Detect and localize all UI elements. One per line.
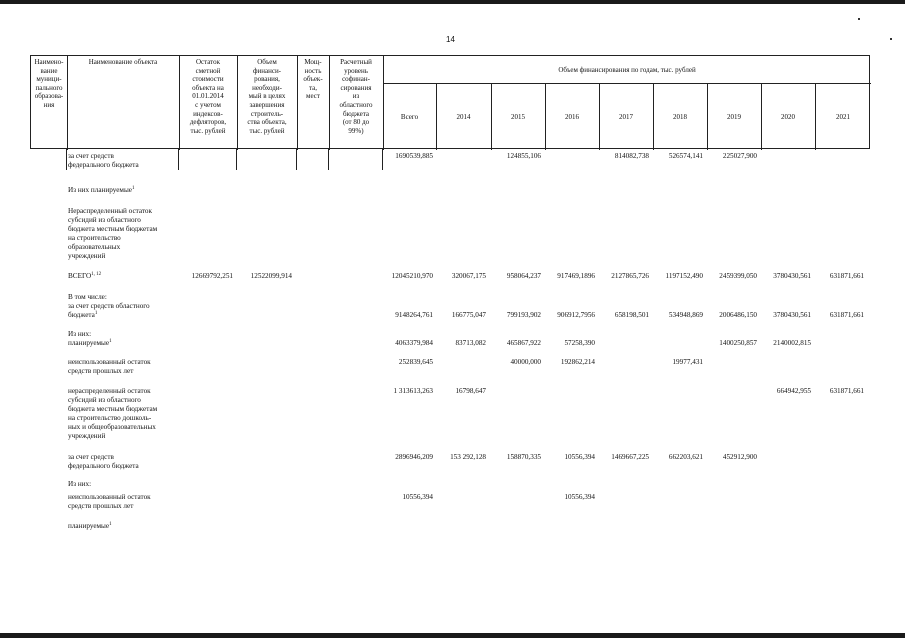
col-header-2020: 2020 bbox=[781, 113, 795, 121]
footnote-marker: 1 bbox=[94, 311, 98, 316]
cell-year-2017: 658198,501 bbox=[614, 311, 649, 319]
row-label-line: ных и общеобразовательных bbox=[68, 423, 156, 431]
row-label-line: бюджета местным бюджетам bbox=[68, 405, 158, 413]
cell-year-2019: 2459399,050 bbox=[719, 272, 757, 280]
row-label bbox=[68, 272, 188, 281]
column-line bbox=[382, 148, 383, 170]
cell-remaining-cost: 12669792,251 bbox=[191, 272, 233, 280]
col-header-municipality: Наимено- вание муници- пального образова- ния bbox=[34, 58, 64, 109]
row-label-line: бюджета$^1$ bbox=[68, 311, 98, 319]
cell-year-2015: 124855,106 bbox=[506, 152, 541, 160]
cell-year-2018: 1197152,490 bbox=[665, 272, 703, 280]
row-label-line: на строительство дошколь- bbox=[68, 414, 152, 422]
row-label bbox=[68, 330, 188, 348]
row-label-line: ВСЕГО$^{1, 12}$ bbox=[68, 272, 102, 280]
cell-year-2019: 225027,900 bbox=[722, 152, 757, 160]
top-scan-border bbox=[0, 0, 905, 4]
footnote-marker: 1 bbox=[131, 186, 135, 191]
col-header-financing-volume: Объем финанси- рования, необходи- мый в целях завершения строитель- ства объекта, тыс. рублей bbox=[247, 58, 287, 135]
cell-year-2015: 158870,335 bbox=[506, 453, 541, 461]
cell-total: 2896946,209 bbox=[395, 453, 433, 461]
col-header-2019: 2019 bbox=[727, 113, 741, 121]
col-header-2017: 2017 bbox=[619, 113, 633, 121]
row-label-line: за счет средств bbox=[68, 453, 114, 461]
cell-year-2016: 192862,214 bbox=[560, 358, 595, 366]
cell-year-2020: 664942,955 bbox=[776, 387, 811, 395]
cell-year-2018: 526574,141 bbox=[668, 152, 703, 160]
row-label bbox=[68, 480, 188, 489]
scan-speck bbox=[858, 18, 860, 20]
row-label bbox=[68, 522, 188, 531]
cell-year-2019: 1400250,857 bbox=[719, 339, 757, 347]
col-header-cofinancing-level: Расчетный уровень софинан- сирования из областного бюджета (от 80 до 99%) bbox=[339, 58, 373, 135]
col-header-total: Всего bbox=[400, 113, 419, 121]
cell-year-2016: 10556,394 bbox=[564, 453, 595, 461]
footnote-marker: 1, 12 bbox=[91, 272, 102, 277]
row-label-line: субсидий из областного bbox=[68, 396, 141, 404]
row-label-line: учреждений bbox=[68, 432, 106, 440]
cell-financing-volume: 12522099,914 bbox=[250, 272, 292, 280]
cell-year-2017: 1469667,225 bbox=[611, 453, 649, 461]
column-line bbox=[66, 148, 67, 170]
cell-year-2020: 3780430,561 bbox=[773, 272, 811, 280]
cell-year-2016: 906912,7956 bbox=[557, 311, 595, 319]
row-label-line: нераспределенный остаток bbox=[68, 387, 151, 395]
row-label bbox=[68, 358, 188, 376]
row-label-line: Из них: bbox=[68, 480, 92, 488]
row-label-line: федерального бюджета bbox=[68, 161, 139, 169]
row-label-line: бюджета местным бюджетам bbox=[68, 225, 158, 233]
table-header bbox=[30, 55, 870, 149]
col-header-2018: 2018 bbox=[673, 113, 687, 121]
cell-total: 1690539,885 bbox=[395, 152, 433, 160]
cell-year-2015: 958064,237 bbox=[506, 272, 541, 280]
column-line bbox=[296, 148, 297, 170]
cell-year-2019: 2006486,150 bbox=[719, 311, 757, 319]
row-label-line: средств прошлых лет bbox=[68, 367, 134, 375]
cell-year-2015: 799193,902 bbox=[506, 311, 541, 319]
col-header-remaining-cost: Остаток сметной стоимости объекта на 01.01.2014 с учетом индексов- дефляторов, тыс. рублей bbox=[189, 58, 227, 135]
row-label-line: субсидий из областного bbox=[68, 216, 141, 224]
cell-year-2014: 320067,175 bbox=[451, 272, 486, 280]
row-label-line: неиспользованный остаток bbox=[68, 358, 151, 366]
col-header-capacity: Мощ- ность объек- та, мест bbox=[303, 58, 323, 101]
row-label-line: за счет средств bbox=[68, 152, 114, 160]
cell-year-2014: 166775,047 bbox=[451, 311, 486, 319]
cell-year-2020: 2140002,815 bbox=[773, 339, 811, 347]
cell-total: 12045210,970 bbox=[391, 272, 433, 280]
cell-year-2020: 3780430,561 bbox=[773, 311, 811, 319]
footnote-marker: 1 bbox=[109, 339, 112, 344]
cell-year-2014: 83713,082 bbox=[455, 339, 486, 347]
col-group-title: Объем финансирования по годам, тыс. рублей bbox=[558, 66, 696, 74]
cell-total: 1 313613,263 bbox=[393, 387, 433, 395]
row-label-line: за счет средств областного bbox=[68, 302, 150, 310]
col-header-object-name: Наименование объекта bbox=[88, 58, 158, 66]
cell-year-2016: 57258,390 bbox=[564, 339, 595, 347]
row-label-line: средств прошлых лет bbox=[68, 502, 134, 510]
scan-speck bbox=[890, 38, 892, 40]
row-label-line: планируемые$^1$ bbox=[68, 522, 112, 530]
row-label-line: Из них планируемые$^1$ bbox=[68, 186, 135, 194]
row-label bbox=[68, 293, 188, 320]
cell-year-2018: 662203,621 bbox=[668, 453, 703, 461]
col-header-2016: 2016 bbox=[565, 113, 579, 121]
row-label-line: Нераспределенный остаток bbox=[68, 207, 153, 215]
col-header-2015: 2015 bbox=[511, 113, 525, 121]
cell-year-2017: 814082,738 bbox=[614, 152, 649, 160]
footnote-marker: 1 bbox=[109, 522, 112, 527]
cell-total: 9148264,761 bbox=[395, 311, 433, 319]
row-label bbox=[68, 152, 188, 170]
cell-year-2014: 153 292,128 bbox=[450, 453, 486, 461]
bottom-scan-border bbox=[0, 633, 905, 638]
page-number: 14 bbox=[446, 35, 455, 44]
row-label-line: Из них: bbox=[68, 330, 92, 338]
cell-year-2015: 465867,922 bbox=[506, 339, 541, 347]
row-label-line: на строительство bbox=[68, 234, 121, 242]
row-label bbox=[68, 453, 188, 471]
cell-year-2018: 19977,431 bbox=[672, 358, 703, 366]
row-label bbox=[68, 493, 188, 511]
row-label bbox=[68, 387, 188, 441]
cell-year-2018: 534948,869 bbox=[668, 311, 703, 319]
row-label-line: неиспользованный остаток bbox=[68, 493, 151, 501]
row-label-line: В том числе: bbox=[68, 293, 107, 301]
cell-year-2014: 16798,647 bbox=[455, 387, 486, 395]
cell-total: 10556,394 bbox=[402, 493, 433, 501]
row-label bbox=[68, 207, 188, 261]
cell-year-2021: 631871,661 bbox=[829, 311, 864, 319]
row-label-line: планируемые$^1$ bbox=[68, 339, 112, 347]
cell-total: 4063379,984 bbox=[395, 339, 433, 347]
column-line bbox=[328, 148, 329, 170]
cell-year-2021: 631871,661 bbox=[829, 272, 864, 280]
cell-year-2021: 631871,661 bbox=[829, 387, 864, 395]
row-label bbox=[68, 186, 188, 195]
cell-year-2015: 40000,000 bbox=[510, 358, 541, 366]
row-label-line: федерального бюджета bbox=[68, 462, 139, 470]
cell-year-2017: 2127865,726 bbox=[611, 272, 649, 280]
cell-total: 252839,645 bbox=[398, 358, 433, 366]
cell-year-2016: 917469,1896 bbox=[557, 272, 595, 280]
column-line bbox=[236, 148, 237, 170]
cell-year-2016: 10556,394 bbox=[564, 493, 595, 501]
cell-year-2019: 452912,900 bbox=[722, 453, 757, 461]
col-header-2021: 2021 bbox=[836, 113, 850, 121]
row-label-line: образовательных bbox=[68, 243, 121, 251]
row-label-line: учреждений bbox=[68, 252, 106, 260]
col-header-2014: 2014 bbox=[456, 113, 471, 121]
